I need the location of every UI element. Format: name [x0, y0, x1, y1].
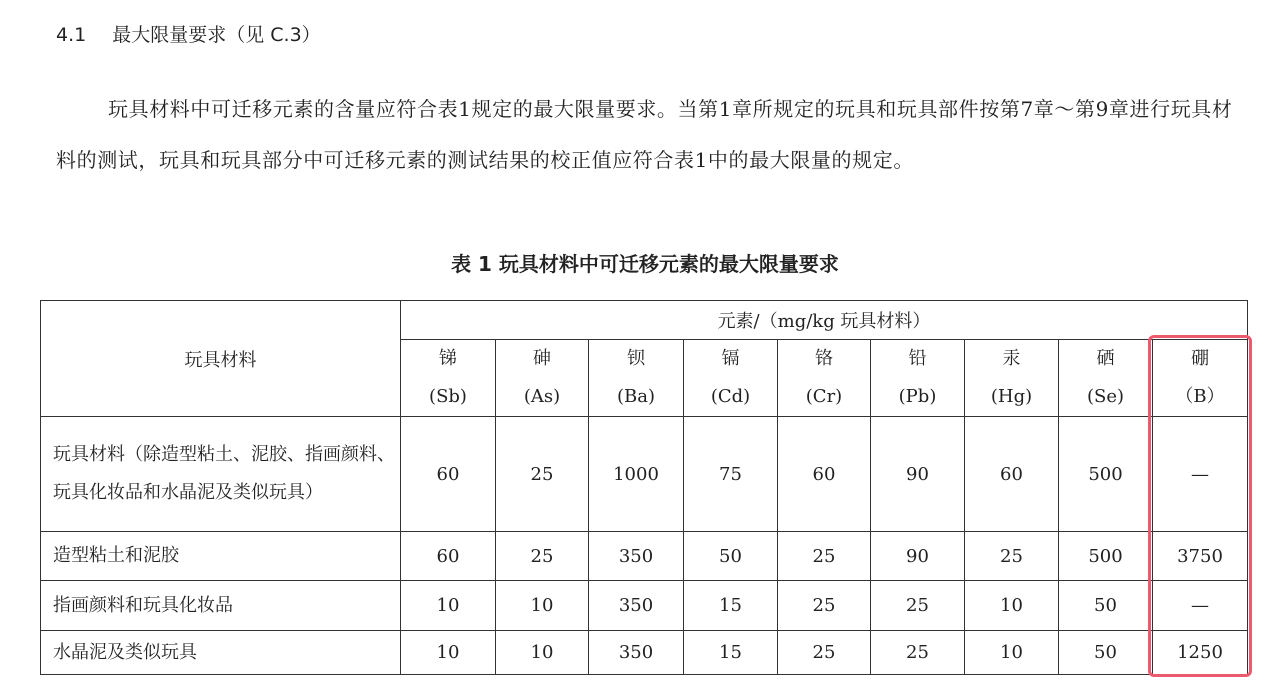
element-symbol: (Sb) [429, 386, 467, 407]
value-cell: 10 [965, 631, 1059, 675]
value-cell: — [1153, 581, 1248, 631]
element-symbol: (Cd) [710, 386, 751, 407]
element-header [496, 340, 589, 417]
value-cell: 25 [778, 581, 871, 631]
value-cell: 3750 [1153, 532, 1248, 581]
element-symbol: (Pb) [898, 386, 937, 407]
value-cell: 1250 [1153, 631, 1248, 675]
material-header: 玩具材料 [41, 301, 401, 417]
element-name: 硼 [1191, 348, 1209, 369]
element-symbol: （B） [1175, 386, 1225, 407]
value-cell: 60 [778, 417, 871, 532]
value-cell: 25 [496, 532, 589, 581]
value-cell: 10 [496, 581, 589, 631]
value-cell: 25 [778, 631, 871, 675]
element-symbol: (Hg) [990, 386, 1033, 407]
section-number: 4.1 [56, 24, 87, 46]
value-cell: 350 [589, 532, 684, 581]
value-cell: 10 [401, 581, 496, 631]
element-header [871, 340, 965, 417]
table-row [41, 532, 1248, 581]
element-name: 砷 [533, 348, 551, 369]
material-cell: 水晶泥及类似玩具 [41, 631, 401, 675]
section-title: 最大限量要求（见 C.3） [112, 24, 321, 46]
element-header [401, 340, 496, 417]
value-cell: 350 [589, 581, 684, 631]
element-name: 钡 [627, 348, 645, 369]
element-symbol: (Ba) [616, 386, 655, 407]
element-header [1059, 340, 1153, 417]
value-cell: 10 [401, 631, 496, 675]
value-cell: — [1153, 417, 1248, 532]
element-header [589, 340, 684, 417]
value-cell: 25 [871, 581, 965, 631]
element-name: 铅 [908, 348, 927, 369]
value-cell: 25 [871, 631, 965, 675]
material-cell: 造型粘土和泥胶 [41, 532, 401, 581]
table-row [41, 581, 1248, 631]
table-row [41, 417, 1248, 532]
value-cell: 25 [965, 532, 1059, 581]
value-cell: 25 [778, 532, 871, 581]
value-cell: 10 [965, 581, 1059, 631]
value-cell: 60 [401, 532, 496, 581]
element-name: 汞 [1002, 348, 1021, 369]
value-cell: 75 [684, 417, 778, 532]
element-name: 硒 [1096, 348, 1115, 369]
element-name: 锑 [439, 348, 457, 369]
element-symbol: (As) [523, 386, 561, 407]
value-cell: 60 [965, 417, 1059, 532]
element-name: 镉 [721, 348, 740, 369]
value-cell: 90 [871, 532, 965, 581]
value-cell: 10 [496, 631, 589, 675]
table-caption: 表 1 玩具材料中可迁移元素的最大限量要求 [451, 252, 839, 276]
element-header [778, 340, 871, 417]
value-cell: 50 [684, 532, 778, 581]
section-heading [56, 20, 321, 47]
value-cell: 60 [401, 417, 496, 532]
value-cell: 15 [684, 581, 778, 631]
value-cell: 50 [1059, 581, 1153, 631]
element-header [965, 340, 1059, 417]
value-cell: 50 [1059, 631, 1153, 675]
element-symbol: (Cr) [805, 386, 843, 407]
element-symbol: (Se) [1086, 386, 1125, 407]
value-cell: 90 [871, 417, 965, 532]
limits-table [40, 300, 1248, 675]
material-cell: 指画颜料和玩具化妆品 [41, 581, 401, 631]
table-row [41, 631, 1248, 675]
value-cell: 25 [496, 417, 589, 532]
value-cell: 500 [1059, 532, 1153, 581]
element-group-header: 元素/（mg/kg 玩具材料） [401, 301, 1248, 340]
value-cell: 350 [589, 631, 684, 675]
element-name: 铬 [815, 348, 833, 369]
value-cell: 500 [1059, 417, 1153, 532]
value-cell: 1000 [589, 417, 684, 532]
material-cell: 玩具材料（除造型粘土、泥胶、指画颜料、玩具化妆品和水晶泥及类似玩具） [41, 417, 401, 532]
highlight-box-boron-column [1148, 335, 1252, 677]
body-paragraph: 玩具材料中可迁移元素的含量应符合表1规定的最大限量要求。当第1章所规定的玩具和玩具部件按第7章～第9章进行玩具材料的测试，玩具和玩具部分中可迁移元素的测试结果的校正值应符合表1中的最大限量的规定。 [56, 97, 1233, 172]
element-header [684, 340, 778, 417]
value-cell: 15 [684, 631, 778, 675]
